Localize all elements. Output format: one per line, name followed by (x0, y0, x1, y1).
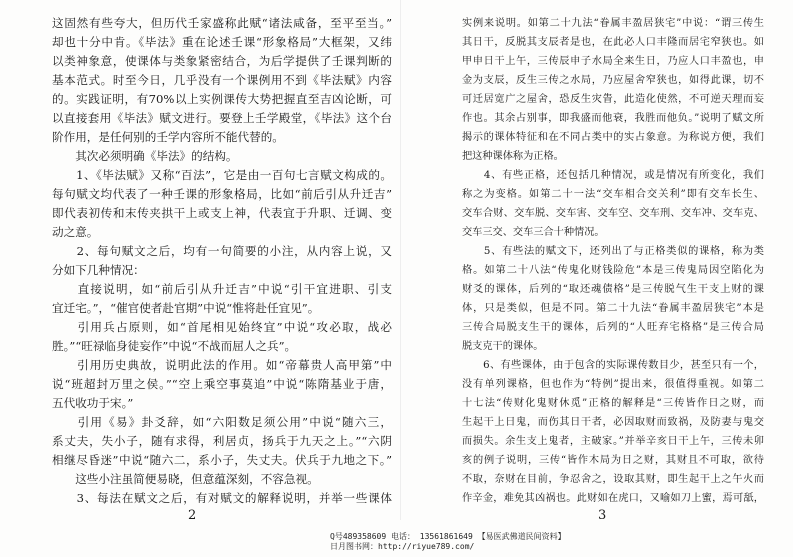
text-line: 格。如第二十八法“传鬼化财钱险危”本是三传鬼局因空陷化为 (462, 265, 764, 276)
text-line: 揭示的课体特征和在不同占类中的实占象意。为称说方便，我们 (462, 132, 764, 143)
text-line: 以类神象意，使课体与类象紧密结合，为后学提供了壬课判断的 (52, 54, 392, 68)
text-line: 1、《毕法赋》又称“百法”，它是由一百句七言赋文构成的。 (52, 168, 392, 182)
text-line: 不取，奈财在目前，争忍舍之，设取其财，即生起干上之午火而 (462, 474, 764, 485)
text-line: 把这种课体称为正格。 (462, 151, 564, 162)
text-line: 交车三交、交车三合十种情况。 (462, 227, 605, 238)
text-line: 引用历史典故，说明此法的作用。如“帝幕贵人高甲第”中 (52, 358, 392, 372)
text-line: 胜。”“旺禄临身徒妄作”中说“不战而屈人之兵”。 (52, 339, 297, 353)
text-line: 直接说明，如“前后引从升迁吉”中说“引干宜进职、引支 (52, 282, 392, 296)
text-line: 可迁居宽广之屋舍，恐反生灾眚，此造化使然，不可逆天理而妄 (462, 94, 764, 105)
text-line: 这些小注虽简便易晓，但意蕴深刻，不容急视。 (52, 472, 319, 486)
text-line: 交车合财、交车脱、交车害、交车空、交车刑、交车冲、交车克、 (462, 208, 764, 219)
page-number-right: 3 (598, 508, 607, 523)
text-line: 金为支辰，反生三传之水局，乃应屋舍窄狭也，如得此课，切不 (462, 75, 764, 86)
text-line: 称之为变格。如第二十一法“交车相合交关利”即有交车长生、 (462, 189, 764, 200)
text-line: 作辛金，难免其凶祸也。此财如在虎口，又喻如刀上蜜，焉可舐， (462, 493, 764, 504)
text-line: 其日干，反脱其支辰者是也，在此必人口丰隆而居宅窄狭也。如 (462, 37, 764, 48)
page-right-text (462, 14, 764, 508)
text-line: 引用《易》卦爻辞，如“六阳数足须公用”中说“随六三， (52, 415, 392, 429)
text-line: 6、有些课体，由于包含的实际课传数目少，甚至只有一个， (462, 360, 764, 371)
text-line: 三传合局脱支生干的课体，后列的“人旺弃宅格格”是三传合局 (462, 322, 764, 333)
text-line: 而损失。余生支上鬼者，主破家。”并举辛亥日干上午，三传未卯 (462, 436, 764, 447)
text-line: 4、有些正格，还包括几种情况，或是情况有所变化，我们 (462, 170, 764, 181)
text-line: 没有单列课格，但也作为“特例”提出来，很值得重视。如第二 (462, 379, 764, 390)
text-line: 十七法“传财化鬼财休觅”正格的解释是“三传皆作日之财，而 (462, 398, 764, 409)
text-line: 基本范式。时至今日，几乎没有一个课例用不到《毕法赋》内容 (52, 73, 392, 87)
page-number-left: 2 (188, 508, 197, 523)
text-line: 2、每句赋文之后，均有一句简要的小注，从内容上说，又 (52, 244, 392, 258)
text-line: 生起干上日鬼，而伤其日干者，必因取财而致祸，及防妻与鬼交 (462, 417, 764, 428)
text-line: 动之意。 (52, 225, 99, 239)
text-line: 即代表初传和末传夹拱干上或支上神，代表宜于升职、迁调、变 (52, 206, 392, 220)
text-line: 五代收功于宋。” (52, 396, 134, 410)
text-line: 作也。其余占别事，即我盛而他衰，我胜而他负。”说明了赋文所 (462, 113, 764, 124)
book-spine-shadow (400, 0, 401, 520)
text-line: 5、有些法的赋文下，还列出了与正格类似的课格，称为类 (462, 246, 764, 257)
text-line: 宜迁宅。”，“催官使者赴官期”中说“惟将赴任宜见”。 (52, 301, 320, 315)
text-line: 引用兵占原则，如“首尾相见始终宜”中说“攻必取，战必 (52, 320, 392, 334)
text-line: 每句赋文均代表了一种壬课的形象格局，比如“前后引从升迁吉” (52, 187, 392, 201)
text-line: 分如下几种情况： (52, 263, 145, 277)
text-line: 其次必须明确《毕法》的结构。 (52, 149, 238, 163)
footer-website-line: 日月图书网：http://riyue789.com/ (330, 542, 475, 551)
text-line: 以直接套用《毕法》赋文进行。要登上壬学殿堂，《毕法》这个台 (52, 111, 392, 125)
text-line: 系丈夫，失小子，随有求得，利居贞，扬兵于九天之上。”“六阴 (52, 434, 392, 448)
text-line: 相继尽昏迷”中说“随六二，系小子，失丈夫。伏兵于九地之下。” (52, 453, 392, 467)
page-left-text (52, 14, 392, 508)
text-line: 3、每法在赋文之后，有对赋文的解释说明，并举一些课体 (52, 491, 392, 505)
text-line: 说“班超封万里之侯。”“空上乘空事莫追”中说“陈隋基业于唐， (52, 377, 392, 391)
footer-watermark (330, 532, 566, 552)
footer-contact-line: Q号489358609 电话： 13561861649 【易医武佛道民间资料】 (330, 532, 566, 541)
text-line: 脱支克干的课体。 (462, 341, 544, 352)
text-line: 这固然有些夸大，但历代壬家盛称此赋“诸法咸备，至平至当。” (52, 16, 392, 30)
text-line: 却也十分中肯。《毕法》重在论述壬课“形象格局”大框架，又纬 (52, 35, 392, 49)
text-line: 财爻的课体，后列的“取还魂债格”是三传脱气生干支上财的课 (462, 284, 764, 295)
text-line: 体，只是类似，但是不同。第二十九法“眷属丰盈居狭宅”本是 (462, 303, 764, 314)
text-line: 甲申日干上午，三传辰申子水局全来生日，乃应人口丰盈也，申 (462, 56, 764, 67)
text-line: 阶作用，是任何别的壬学内容所不能代替的。 (52, 130, 284, 144)
text-line: 亥的例子说明，三传“皆作木局为日之财，其财且不可取，欲待 (462, 455, 764, 466)
text-line: 实例来说明。如第二十九法“眷属丰盈居狭宅”中说：“谓三传生 (462, 18, 764, 29)
text-line: 的。实践证明，有70%以上实例课传大势把握直至吉凶论断，可 (52, 92, 392, 106)
